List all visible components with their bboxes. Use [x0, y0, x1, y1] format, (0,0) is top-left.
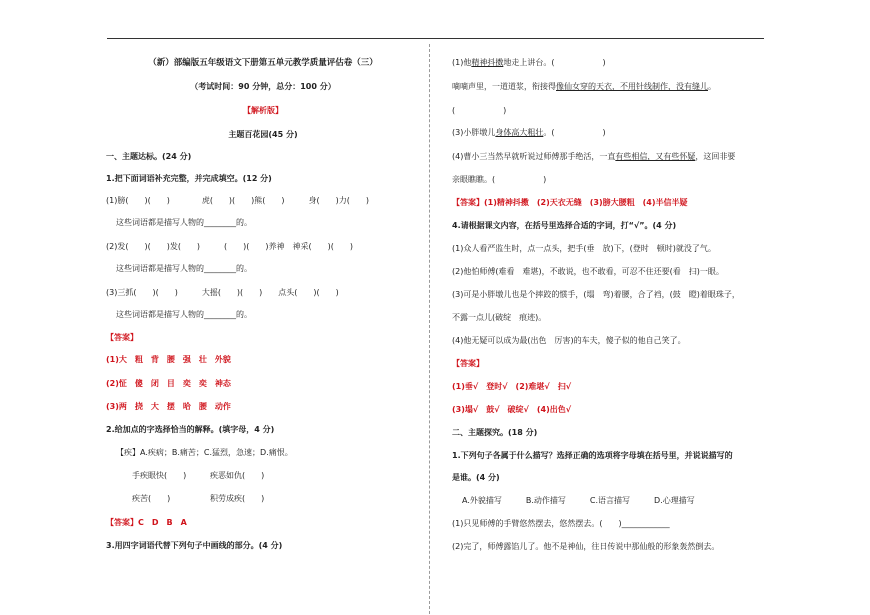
q1-row1: (1)膀( )( ) 虎( )( )熊( ) 身( )力( ) — [106, 196, 370, 205]
part1-heading: 一、主题达标。(24 分) — [106, 152, 192, 161]
q4-line-4: 不露一点儿(破绽 痕迹)。 — [452, 313, 547, 322]
exam-info: （考试时间：90 分钟，总分：100 分） — [190, 82, 336, 91]
q3-l5-pre: (4)曹小三当然早就听说过师傅那手绝活，一直 — [452, 152, 616, 161]
q2-item-4: 积劳成疾( ) — [210, 494, 265, 503]
q4-answer-2: (3)塌√ 鼓√ 破绽√ (4)出色√ — [452, 405, 572, 414]
q3-title: 3.用四字词语代替下列句子中画线的部分。(4 分) — [106, 541, 283, 550]
q4-line-2: (2)他怕师傅(难看 难堪)，不敢说，也不敢看，可忍不住还要(看 扫)一眼。 — [452, 267, 724, 276]
q3-l1-pre: (1)他 — [452, 58, 472, 67]
q4-answer-1: (1)垂√ 登时√ (2)难堪√ 扫√ — [452, 382, 572, 391]
q3-line-3: ( ) — [452, 106, 507, 115]
q3-line-2 — [452, 82, 716, 92]
section-title: 主题百花园(45 分) — [228, 130, 298, 139]
q1-fill2: 这些词语都是描写人物的________的。 — [116, 264, 252, 273]
p2q1-options: A.外貌描写 B.动作描写 C.语言描写 D.心理描写 — [462, 496, 695, 505]
q1-answer-2: (2)怔 傻 闭 目 奕 奕 神态 — [106, 379, 231, 388]
q2-item-3: 疾苦( ) — [132, 494, 171, 503]
p2q1-title-2: 是谁。(4 分) — [452, 473, 500, 482]
q4-answer-label: 【答案】 — [452, 359, 484, 368]
q1-row3: (3)三抓( )( ) 大摇( )( ) 点头( )( ) — [106, 288, 339, 297]
q3-line-4 — [452, 128, 606, 138]
q3-l4-underlined: 身体高大粗壮 — [495, 128, 544, 137]
q3-l1-post: 地走上讲台。( ) — [503, 58, 606, 67]
q4-line-1: (1)众人看严监生时，点一点头，把手(垂 放)下，(登时 顿时)就没了气。 — [452, 244, 716, 253]
q3-line-1 — [452, 58, 606, 68]
q3-l2-post: 。 — [708, 82, 716, 91]
q2-item-1: 手疾眼快( ) — [132, 471, 187, 480]
q3-l4-post: 。( ) — [543, 128, 606, 137]
q1-answer-3: (3)两 挠 大 摆 哈 腰 动作 — [106, 402, 231, 411]
q1-title: 1.把下面词语补充完整，并完成填空。(12 分) — [106, 174, 272, 183]
header-rule — [107, 38, 764, 39]
q3-l2-underlined: 像仙女穿的天衣，不用针线制作，没有缝儿 — [556, 82, 708, 91]
q1-answer-1: (1)大 粗 背 腰 强 壮 外貌 — [106, 355, 231, 364]
p2q1-line-1: (1)只见师傅的手臂悠然摆去，悠然摆去。( )____________ — [452, 519, 670, 528]
edition-badge: 【解析版】 — [243, 106, 283, 115]
q3-l4-pre: (3)小胖墩儿 — [452, 128, 496, 137]
q3-l1-underlined: 精神抖擞 — [471, 58, 504, 67]
q2-answer: 【答案】C D B A — [106, 518, 187, 527]
q2-options: 【疾】A.疾病；B.痛苦；C.猛烈，急速；D.痛恨。 — [116, 448, 293, 457]
document-title: （新）部编版五年级语文下册第五单元教学质量评估卷（三） — [148, 58, 378, 68]
q3-l5-post: ，这回非要 — [695, 152, 736, 161]
p2q1-line-2: (2)完了，师傅露馅儿了。他不是神仙，往日传说中那仙般的形象轰然倒去。 — [452, 542, 720, 551]
q3-line-6: 亲眼瞧瞧。( ) — [452, 175, 547, 184]
q3-l5-underlined: 有些相信，又有些怀疑 — [615, 152, 696, 161]
q1-row2: (2)发( )( )发( ) ( )( )养神 神采( )( ) — [106, 242, 354, 251]
q3-l2-pre: 嘀嘀声里，一道道浆，衔接得 — [452, 82, 556, 91]
q4-line-3: (3)可是小胖墩儿也是个摔跤的惯手，(塌 弯)着腰，合了裆，(鼓 瞪)着眼珠子， — [452, 290, 740, 299]
q4-title: 4.请根据课文内容，在括号里选择合适的字词，打“√”。(4 分) — [452, 221, 677, 230]
q1-fill3: 这些词语都是描写人物的________的。 — [116, 310, 252, 319]
q1-fill1: 这些词语都是描写人物的________的。 — [116, 218, 252, 227]
q2-title: 2.给加点的字选择恰当的解释。(填字母，4 分) — [106, 425, 275, 434]
q2-item-2: 疾恶如仇( ) — [210, 471, 265, 480]
q3-answer: 【答案】(1)精神抖擞 (2)天衣无缝 (3)膀大腰粗 (4)半信半疑 — [452, 198, 688, 207]
q3-line-5 — [452, 152, 735, 162]
p2q1-title-1: 1.下列句子各属于什么描写？选择正确的选项将字母填在括号里，并说说描写的 — [452, 451, 733, 460]
q4-line-5: (4)他无疑可以成为最(出色 厉害)的车夫，傻子似的他自己笑了。 — [452, 336, 686, 345]
column-divider — [429, 44, 430, 614]
q1-answer-label: 【答案】 — [106, 333, 138, 342]
part2-heading: 二、主题探究。(18 分) — [452, 428, 538, 437]
